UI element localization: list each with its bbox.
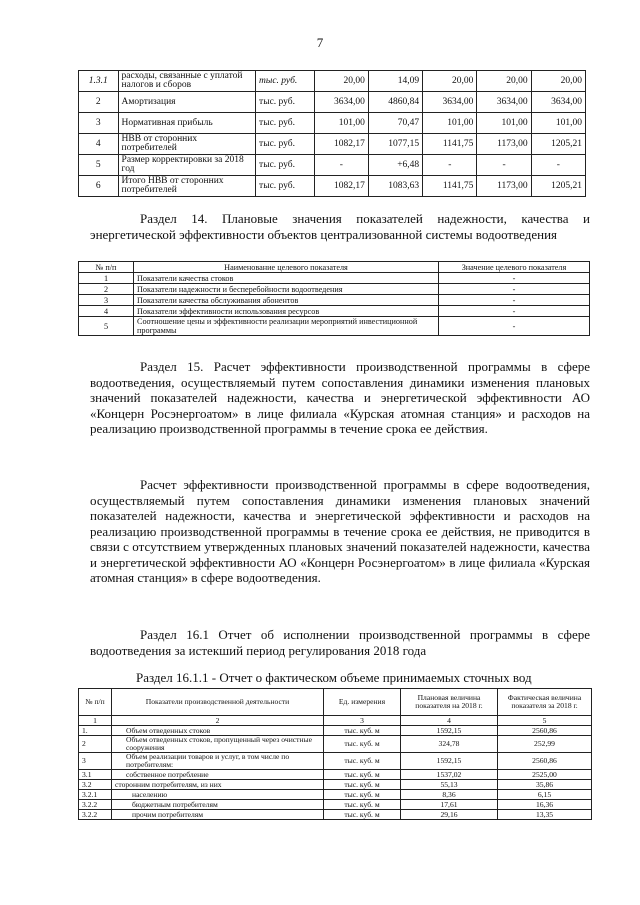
- value-cell: 101,00: [423, 113, 477, 134]
- value-cell: 1083,63: [368, 176, 422, 197]
- row-name: Объем отведенных стоков, пропущенный через очистные сооружения: [112, 736, 324, 753]
- table-row: [79, 155, 586, 176]
- row-unit: тыс. куб. м: [324, 753, 401, 770]
- header-cell: № п/п: [79, 262, 134, 273]
- plan-value: 1592,15: [401, 753, 498, 770]
- value-cell: 20,00: [531, 71, 585, 92]
- page-number: 7: [316, 35, 324, 50]
- fact-value: 6,15: [498, 790, 592, 800]
- table-row: [79, 306, 590, 317]
- value-cell: -: [423, 155, 477, 176]
- row-name: бюджетным потребителям: [112, 800, 324, 810]
- table-header-row: [79, 689, 592, 716]
- indicator-name: Показатели качества обслуживания абонентов: [134, 295, 439, 306]
- plan-value: 324,78: [401, 736, 498, 753]
- indicator-name: Соотношение цены и эффективности реализации мероприятий инвестиционной программы: [134, 317, 439, 336]
- table-row: [79, 92, 586, 113]
- row-number: 4: [79, 134, 119, 155]
- value-cell: 3634,00: [314, 92, 368, 113]
- row-number: 1.: [79, 726, 112, 736]
- row-name: Размер корректировки за 2018 год: [118, 155, 256, 176]
- row-name: собственное потребление: [112, 770, 324, 780]
- header-cell: Фактическая величина показателя за 2018 г.: [498, 689, 592, 716]
- table-row: [79, 726, 592, 736]
- row-unit: тыс. руб.: [256, 176, 315, 197]
- value-cell: 4860,84: [368, 92, 422, 113]
- fact-value: 2560,86: [498, 726, 592, 736]
- plan-value: 17,61: [401, 800, 498, 810]
- value-cell: 20,00: [423, 71, 477, 92]
- value-cell: 101,00: [314, 113, 368, 134]
- indicator-value: -: [439, 317, 590, 336]
- table-row: [79, 736, 592, 753]
- value-cell: 1082,17: [314, 134, 368, 155]
- header-cell: Показатели производственной деятельности: [112, 689, 324, 716]
- plan-value: 8,36: [401, 790, 498, 800]
- row-number: 2: [79, 284, 134, 295]
- column-number: 4: [401, 716, 498, 726]
- row-number: 3: [79, 753, 112, 770]
- value-cell: 101,00: [531, 113, 585, 134]
- table-row: [79, 295, 590, 306]
- value-cell: 1205,21: [531, 134, 585, 155]
- value-cell: 14,09: [368, 71, 422, 92]
- table-row: [79, 71, 586, 92]
- value-cell: 20,00: [314, 71, 368, 92]
- table-row: [79, 134, 586, 155]
- row-unit: тыс. куб. м: [324, 780, 401, 790]
- value-cell: +6,48: [368, 155, 422, 176]
- value-cell: 1082,17: [314, 176, 368, 197]
- indicator-value: -: [439, 295, 590, 306]
- section-16-1-1-title: Раздел 16.1.1 - Отчет о фактическом объеме принимаемых сточных вод: [136, 670, 532, 685]
- wastewater-volume-table: [78, 688, 592, 820]
- row-name: сторонним потребителям, из них: [112, 780, 324, 790]
- table-row: [79, 810, 592, 820]
- column-number-row: [79, 716, 592, 726]
- table-header-row: [79, 262, 590, 273]
- column-number: 5: [498, 716, 592, 726]
- fact-value: 35,86: [498, 780, 592, 790]
- row-number: 2: [79, 736, 112, 753]
- section-14-title: Раздел 14. Плановые значения показателей надежности, качества и энергетической эффективности объектов централизованной системы водоотведения: [90, 211, 590, 242]
- row-unit: тыс. куб. м: [324, 770, 401, 780]
- fact-value: 252,99: [498, 736, 592, 753]
- header-cell: Наименование целевого показателя: [134, 262, 439, 273]
- row-number: 1.3.1: [79, 71, 119, 92]
- header-cell: Ед. измерения: [324, 689, 401, 716]
- indicator-name: Показатели качества стоков: [134, 273, 439, 284]
- row-name: расходы, связанные с уплатой налогов и сборов: [118, 71, 256, 92]
- table-row: [79, 113, 586, 134]
- value-cell: 101,00: [477, 113, 531, 134]
- plan-value: 1592,15: [401, 726, 498, 736]
- table-row: [79, 800, 592, 810]
- row-number: 3.2: [79, 780, 112, 790]
- value-cell: 3634,00: [477, 92, 531, 113]
- row-unit: тыс. куб. м: [324, 810, 401, 820]
- value-cell: -: [531, 155, 585, 176]
- value-cell: 1173,00: [477, 176, 531, 197]
- row-number: 3.2.2: [79, 800, 112, 810]
- indicator-value: -: [439, 273, 590, 284]
- row-number: 4: [79, 306, 134, 317]
- plan-value: 29,16: [401, 810, 498, 820]
- row-unit: тыс. куб. м: [324, 790, 401, 800]
- value-cell: -: [477, 155, 531, 176]
- row-unit: тыс. руб.: [256, 71, 315, 92]
- header-cell: Плановая величина показателя на 2018 г.: [401, 689, 498, 716]
- value-cell: 1141,75: [423, 176, 477, 197]
- row-number: 2: [79, 92, 119, 113]
- row-number: 1: [79, 273, 134, 284]
- fact-value: 2560,86: [498, 753, 592, 770]
- header-cell: № п/п: [79, 689, 112, 716]
- section-15-title: Раздел 15. Расчет эффективности производственной программы в сфере водоотведения, осуществляемый путем сопоставления динамики изменения плановых значений показателей надежности, качества и энергетической эффективности АО «Концерн Росэнергоатом» в лице филиала «Курская атомная станция» и расходов на реализацию производственной программы в течение срока ее действия.: [90, 359, 590, 436]
- row-number: 3: [79, 295, 134, 306]
- row-name: Объем отведенных стоков: [112, 726, 324, 736]
- header-cell: Значение целевого показателя: [439, 262, 590, 273]
- value-cell: -: [314, 155, 368, 176]
- table-row: [79, 317, 590, 336]
- section-15-body: Расчет эффективности производственной программы в сфере водоотведения, осуществляемый путем сопоставления динамики изменения плановых значений показателей надежности, качества и энергетической эффективности и расходов на реализацию производственной программы в течение срока ее действия, не приводится в связи с отсутствием утвержденных плановых значений показателей надежности, качества и энергетической эффективности АО «Концерн Росэнергоатом» в лице филиала «Курская атомная станция» в сфере водоотведения.: [90, 477, 590, 585]
- row-name: Итого НВВ от сторонних потребителей: [118, 176, 256, 197]
- row-unit: тыс. куб. м: [324, 736, 401, 753]
- indicator-name: Показатели эффективности использования ресурсов: [134, 306, 439, 317]
- table-row: [79, 770, 592, 780]
- row-name: Нормативная прибыль: [118, 113, 256, 134]
- row-unit: тыс. куб. м: [324, 800, 401, 810]
- plan-value: 1537,02: [401, 770, 498, 780]
- row-number: 3: [79, 113, 119, 134]
- section-16-1-title: Раздел 16.1 Отчет об исполнении производственной программы в сфере водоотведения за истекший период регулирования 2018 года: [90, 627, 590, 658]
- row-number: 6: [79, 176, 119, 197]
- row-name: прочим потребителям: [112, 810, 324, 820]
- row-name: НВВ от сторонних потребителей: [118, 134, 256, 155]
- column-number: 3: [324, 716, 401, 726]
- table-row: [79, 780, 592, 790]
- row-unit: тыс. руб.: [256, 134, 315, 155]
- plan-value: 55,13: [401, 780, 498, 790]
- row-unit: тыс. куб. м: [324, 726, 401, 736]
- value-cell: 20,00: [477, 71, 531, 92]
- value-cell: 70,47: [368, 113, 422, 134]
- table-row: [79, 284, 590, 295]
- row-name: населению: [112, 790, 324, 800]
- indicator-name: Показатели надежности и бесперебойности водоотведения: [134, 284, 439, 295]
- row-unit: тыс. руб.: [256, 155, 315, 176]
- table-row: [79, 176, 586, 197]
- column-number: 2: [112, 716, 324, 726]
- row-name: Объем реализации товаров и услуг, в том числе по потребителям:: [112, 753, 324, 770]
- table-row: [79, 790, 592, 800]
- row-unit: тыс. руб.: [256, 113, 315, 134]
- fact-value: 2525,00: [498, 770, 592, 780]
- value-cell: 1173,00: [477, 134, 531, 155]
- row-number: 5: [79, 155, 119, 176]
- value-cell: 3634,00: [531, 92, 585, 113]
- value-cell: 3634,00: [423, 92, 477, 113]
- fact-value: 16,36: [498, 800, 592, 810]
- budget-table: [78, 70, 586, 197]
- value-cell: 1205,21: [531, 176, 585, 197]
- fact-value: 13,35: [498, 810, 592, 820]
- column-number: 1: [79, 716, 112, 726]
- value-cell: 1077,15: [368, 134, 422, 155]
- row-number: 3.2.1: [79, 790, 112, 800]
- row-unit: тыс. руб.: [256, 92, 315, 113]
- indicator-value: -: [439, 284, 590, 295]
- table-row: [79, 753, 592, 770]
- row-name: Амортизация: [118, 92, 256, 113]
- row-number: 3.1: [79, 770, 112, 780]
- value-cell: 1141,75: [423, 134, 477, 155]
- indicator-value: -: [439, 306, 590, 317]
- target-indicators-table: [78, 261, 590, 336]
- row-number: 5: [79, 317, 134, 336]
- table-row: [79, 273, 590, 284]
- row-number: 3.2.2: [79, 810, 112, 820]
